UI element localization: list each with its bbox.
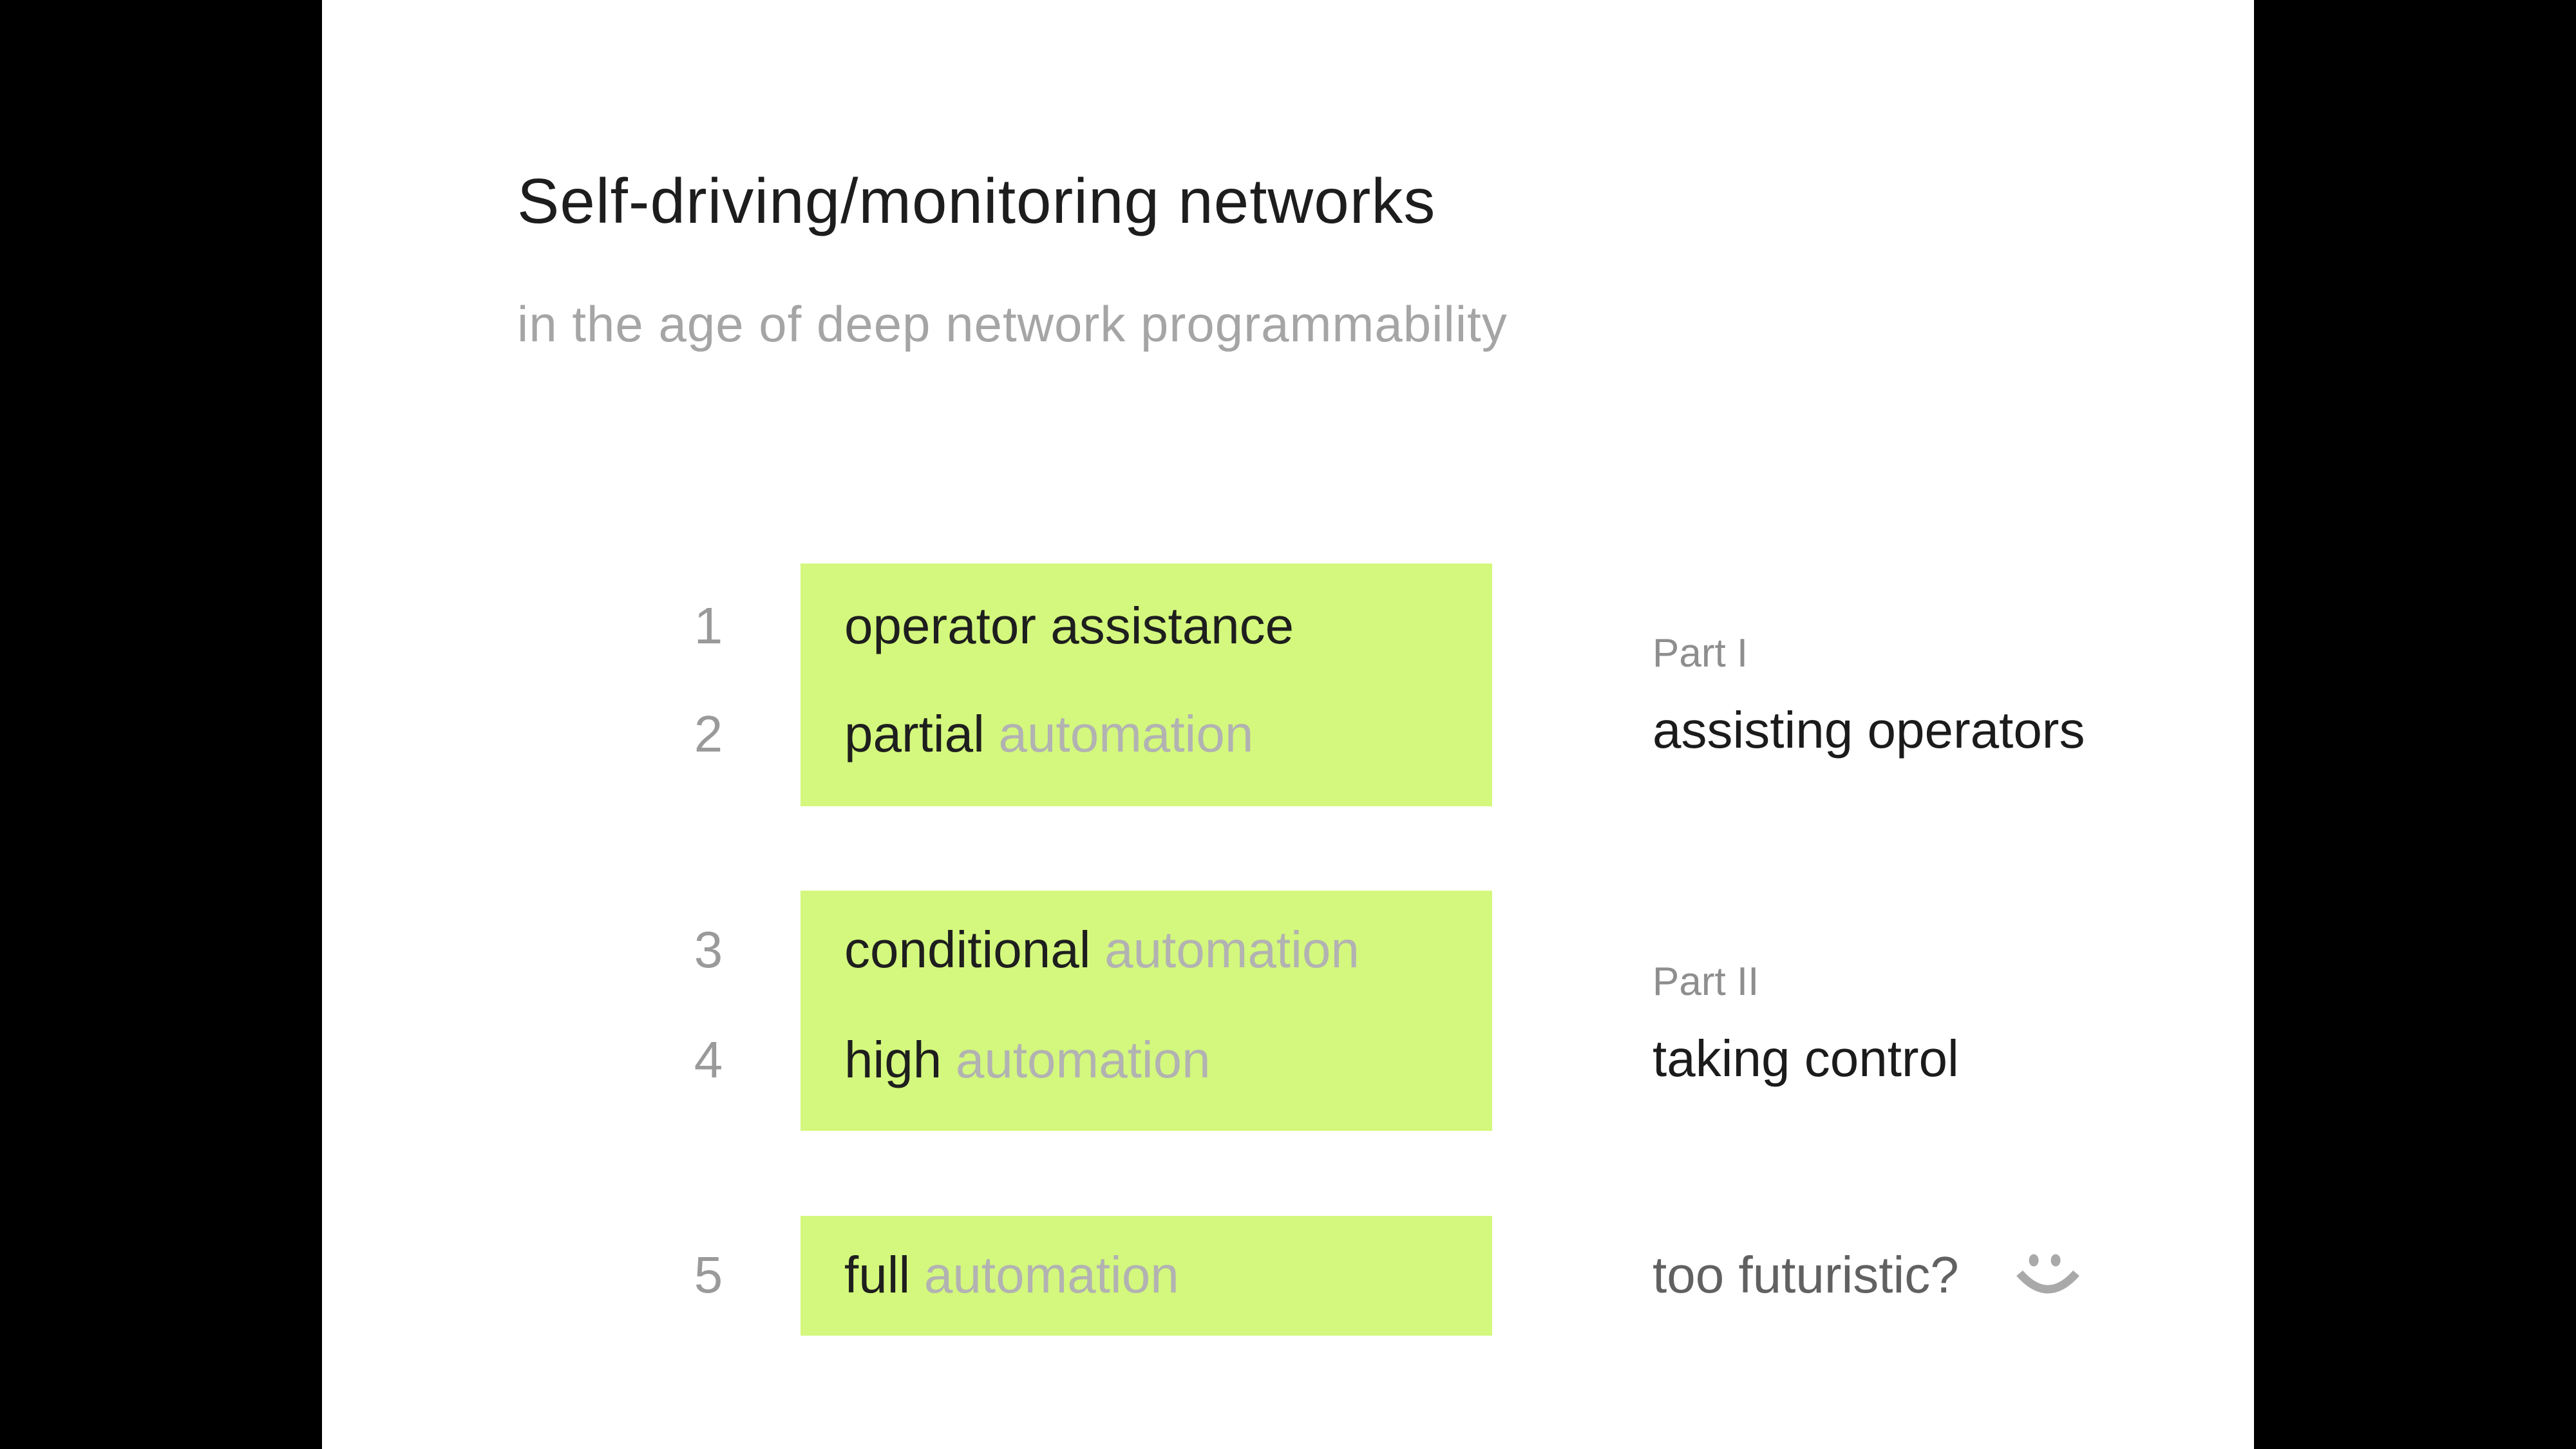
letterbox-right bbox=[2254, 0, 2576, 1449]
level-5-label bbox=[844, 1246, 1179, 1303]
level-1-term: operator assistance bbox=[844, 597, 1294, 654]
level-5-suffix: automation bbox=[923, 1246, 1179, 1303]
part-1-label: assisting operators bbox=[1653, 701, 2085, 759]
level-4-term: high bbox=[844, 1031, 942, 1088]
highlight-box-full bbox=[800, 1216, 1492, 1336]
level-number-5: 5 bbox=[694, 1246, 723, 1303]
level-3-term: conditional bbox=[844, 921, 1091, 978]
slide bbox=[322, 0, 2254, 1449]
level-3-suffix: automation bbox=[1104, 921, 1359, 978]
level-1-label bbox=[844, 597, 1294, 654]
letterbox-left bbox=[0, 0, 322, 1449]
level-2-suffix: automation bbox=[998, 705, 1254, 762]
level-number-2: 2 bbox=[694, 705, 723, 762]
part-1-kicker: Part I bbox=[1653, 631, 1748, 676]
part-2-kicker: Part II bbox=[1653, 960, 1759, 1004]
slide-title: Self-driving/monitoring networks bbox=[517, 166, 1436, 236]
level-5-term: full bbox=[844, 1246, 911, 1303]
slide-subtitle: in the age of deep network programmability bbox=[517, 296, 1508, 352]
level-4-label bbox=[844, 1031, 1211, 1088]
level-2-label bbox=[844, 705, 1254, 762]
highlight-box-control bbox=[800, 891, 1492, 1131]
level-2-term: partial bbox=[844, 705, 985, 762]
part-2-label: taking control bbox=[1653, 1030, 1959, 1087]
level-3-label bbox=[844, 921, 1359, 978]
smiley-icon bbox=[2016, 1252, 2080, 1298]
note-text: too futuristic? bbox=[1653, 1246, 1959, 1303]
level-number-3: 3 bbox=[694, 921, 723, 978]
level-number-1: 1 bbox=[694, 597, 723, 654]
level-number-4: 4 bbox=[694, 1031, 723, 1088]
level-4-suffix: automation bbox=[955, 1031, 1211, 1088]
highlight-box-assisting bbox=[800, 564, 1492, 806]
